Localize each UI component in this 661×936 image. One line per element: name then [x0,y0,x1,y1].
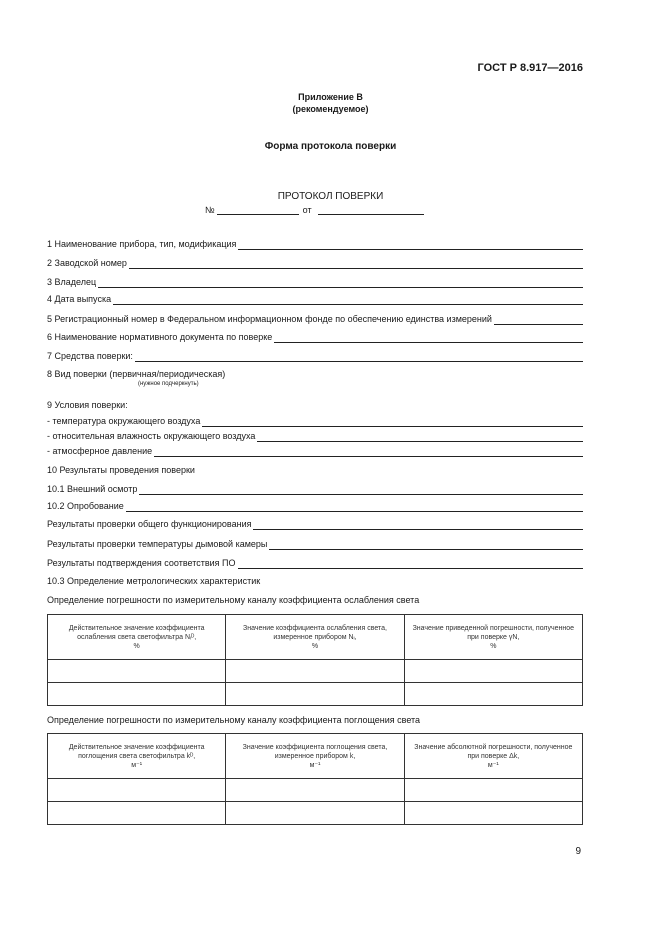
field-normative-doc[interactable] [47,331,583,343]
table-row [48,802,583,825]
standard-code: ГОСТ Р 8.917—2016 [477,62,583,74]
field-label: 2 Заводской номер [47,258,127,268]
field-label: 10.1 Внешний осмотр [47,484,138,494]
protocol-number-line [205,205,424,215]
table-header-cell: Значение абсолютной погрешности, полученное при поверке Δk, м⁻¹ [404,734,582,779]
field-line[interactable] [135,351,583,362]
number-label: № [205,205,215,215]
table-row [48,779,583,802]
table-cell[interactable] [48,660,226,683]
date-blank[interactable] [318,205,424,215]
field-chamber-temperature[interactable] [47,538,583,550]
table-header-cell: Значение коэффициента ослабления света, измеренное прибором Nᵢ, % [226,615,404,660]
field-line[interactable] [139,484,583,495]
field-testing[interactable] [47,500,583,512]
field-humidity[interactable] [47,430,583,442]
field-verification-type: 8 Вид поверки (первичная/периодическая) [47,369,226,379]
field-label: - температура окружающего воздуха [47,416,201,426]
field-conditions: 9 Условия поверки: [47,400,128,410]
field-results: 10 Результаты проведения поверки [47,465,195,475]
field-owner[interactable] [47,276,583,288]
field-verification-means[interactable] [47,350,583,362]
field-software[interactable] [47,557,583,569]
field-label: - относительная влажность окружающего воздуха [47,431,256,441]
field-line[interactable] [129,258,583,269]
table-cell[interactable] [226,660,404,683]
field-line[interactable] [494,314,583,325]
field-line[interactable] [274,332,583,343]
table-header-row [48,615,583,660]
table-cell[interactable] [226,683,404,706]
appendix-title: Приложение В [298,92,363,102]
field-line[interactable] [126,501,583,512]
field-line[interactable] [238,239,583,250]
table-cell[interactable] [404,779,582,802]
verification-type-hint: (нужное подчеркнуть) [138,381,199,387]
field-line[interactable] [253,519,583,530]
table-header-cell: Действительное значение коэффициента поглощения света светофильтра kᴰ, м⁻¹ [48,734,226,779]
table-cell[interactable] [226,779,404,802]
table2-caption: Определение погрешности по измерительному каналу коэффициента поглощения света [47,715,421,725]
number-blank[interactable] [217,205,299,215]
appendix-note: (рекомендуемое) [292,104,369,114]
field-metrological: 10.3 Определение метрологических характеристик [47,576,261,586]
field-temperature[interactable] [47,415,583,427]
table-cell[interactable] [404,802,582,825]
field-label: Результаты проверки общего функционирования [47,519,252,529]
form-title: Форма протокола поверки [264,141,397,152]
table-row [48,683,583,706]
table-cell[interactable] [48,779,226,802]
field-line[interactable] [154,446,583,457]
field-line[interactable] [238,558,583,569]
field-device-name[interactable] [47,238,583,250]
field-visual-inspection[interactable] [47,483,583,495]
table-cell[interactable] [404,660,582,683]
field-label: 4 Дата выпуска [47,294,112,304]
field-line[interactable] [202,416,583,427]
page-number: 9 [575,846,581,857]
field-registration-number[interactable] [47,313,583,325]
table-cell[interactable] [404,683,582,706]
field-label: 7 Средства поверки: [47,351,133,361]
protocol-title: ПРОТОКОЛ ПОВЕРКИ [277,191,384,202]
table1-caption: Определение погрешности по измерительному каналу коэффициента ослабления света [47,595,420,605]
table-cell[interactable] [48,683,226,706]
field-label: 1 Наименование прибора, тип, модификация [47,239,237,249]
table-header-cell: Действительное значение коэффициента ослабления света светофильтра Nᵢᴰ, % [48,615,226,660]
field-label: 10.2 Опробование [47,501,124,511]
field-label: 6 Наименование нормативного документа по поверке [47,332,273,342]
table-header-cell: Значение приведенной погрешности, полученное при поверке γN, % [404,615,582,660]
field-line[interactable] [269,539,583,550]
field-label: 5 Регистрационный номер в Федеральном информационном фонде по обеспечению единства измерений [47,314,492,324]
table-header-row [48,734,583,779]
field-label: 3 Владелец [47,277,97,287]
field-line[interactable] [113,294,583,305]
table-cell[interactable] [48,802,226,825]
table-row [48,660,583,683]
field-serial-number[interactable] [47,257,583,269]
field-functioning[interactable] [47,518,583,530]
from-label: от [302,205,312,215]
table-absorption [47,733,583,825]
field-line[interactable] [257,431,583,442]
field-label: Результаты проверки температуры дымовой камеры [47,539,268,549]
field-label: - атмосферное давление [47,446,153,456]
table-header-cell: Значение коэффициента поглощения света, измеренное прибором k, м⁻¹ [226,734,404,779]
field-label: Результаты подтверждения соответствия ПО [47,558,236,568]
field-release-date[interactable] [47,293,583,305]
field-pressure[interactable] [47,445,583,457]
field-line[interactable] [98,277,583,288]
table-attenuation [47,614,583,706]
table-cell[interactable] [226,802,404,825]
